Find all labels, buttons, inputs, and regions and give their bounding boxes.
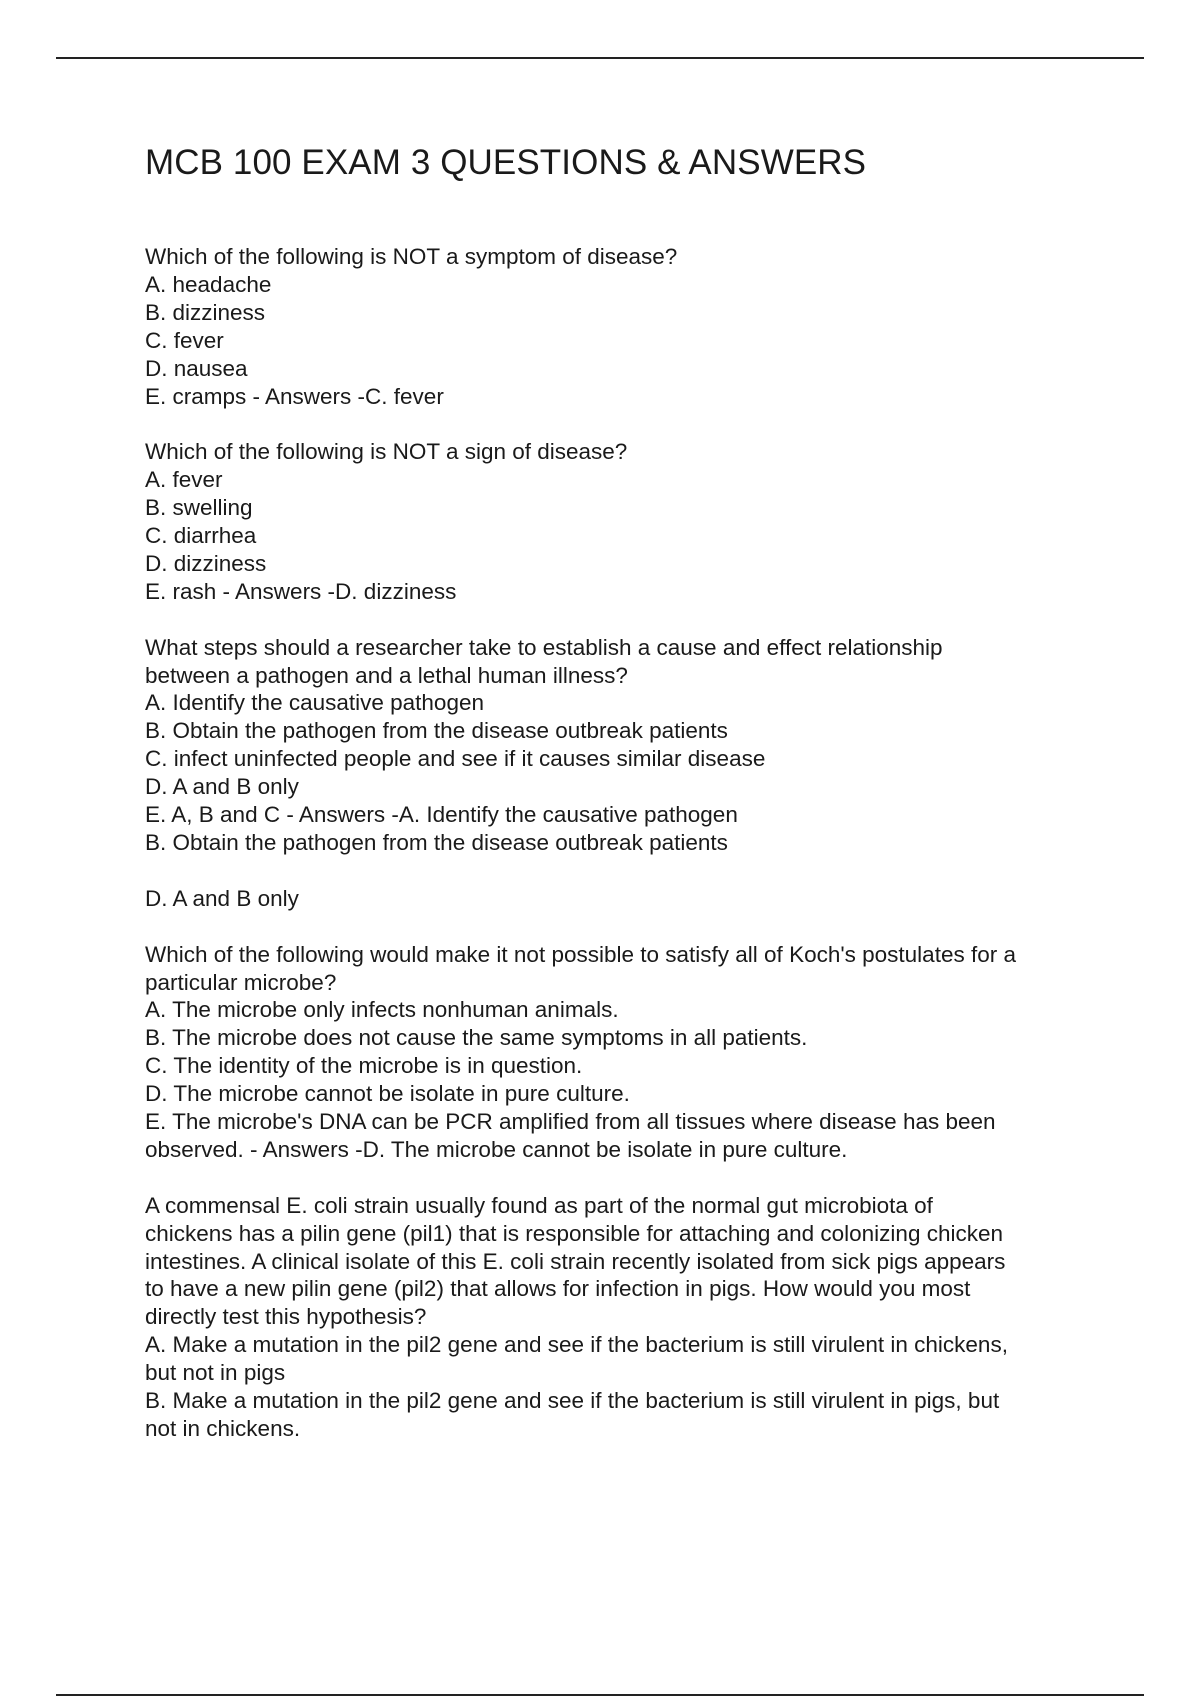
question-block	[145, 243, 1095, 410]
document-title: MCB 100 EXAM 3 QUESTIONS & ANSWERS	[145, 143, 867, 182]
question-line: B. The microbe does not cause the same symptoms in all patients.	[145, 1025, 808, 1051]
question-line: E. A, B and C - Answers -A. Identify the causative pathogen	[145, 802, 738, 828]
question-line: intestines. A clinical isolate of this E. coli strain recently isolated from sick pigs appears	[145, 1248, 1006, 1274]
question-text-line: Which of the following would make it not possible to satisfy all of Koch's postulates for a	[145, 941, 1016, 967]
question-line: A. Make a mutation in the pil2 gene and see if the bacterium is still virulent in chickens,	[145, 1332, 1008, 1358]
question-line: E. cramps - Answers -C. fever	[145, 383, 444, 409]
question-line: A. fever	[145, 467, 223, 493]
question-line: B. Obtain the pathogen from the disease outbreak patients	[145, 718, 728, 744]
question-line: A. The microbe only infects nonhuman animals.	[145, 997, 619, 1023]
question-block	[145, 634, 1095, 913]
question-text-line: Which of the following is NOT a sign of disease?	[145, 439, 628, 465]
question-text-line: Which of the following is NOT a symptom of disease?	[145, 244, 678, 269]
question-line: not in chickens.	[145, 1415, 301, 1441]
question-line: A. Identify the causative pathogen	[145, 690, 484, 716]
question-block	[145, 438, 1095, 605]
question-line: B. Make a mutation in the pil2 gene and see if the bacterium is still virulent in pigs, but	[145, 1388, 1000, 1414]
question-block	[145, 1192, 1095, 1443]
question-line: to have a new pilin gene (pil2) that allows for infection in pigs. How would you most	[145, 1276, 971, 1302]
question-text-line: What steps should a researcher take to establish a cause and effect relationship	[145, 634, 943, 660]
question-list	[145, 243, 1095, 1443]
question-line: observed. - Answers -D. The microbe cannot be isolate in pure culture.	[145, 1136, 848, 1162]
question-line: B. dizziness	[145, 299, 266, 325]
question-line	[145, 857, 1095, 885]
question-line: C. fever	[145, 327, 224, 353]
question-line: C. infect uninfected people and see if it causes similar disease	[145, 746, 766, 772]
question-line: D. nausea	[145, 355, 248, 381]
question-line: C. The identity of the microbe is in question.	[145, 1053, 583, 1079]
header-rule	[56, 57, 1144, 59]
question-spacer	[145, 410, 1095, 438]
question-block	[145, 941, 1095, 1164]
question-line: E. The microbe's DNA can be PCR amplified from all tissues where disease has been	[145, 1109, 996, 1135]
question-line: A. headache	[145, 271, 272, 297]
question-line: particular microbe?	[145, 969, 337, 995]
question-line: directly test this hypothesis?	[145, 1304, 427, 1330]
question-line: E. rash - Answers -D. dizziness	[145, 578, 457, 604]
question-spacer	[145, 606, 1095, 634]
question-line: chickens has a pilin gene (pil1) that is responsible for attaching and colonizing chicken	[145, 1220, 1003, 1246]
question-line: D. dizziness	[145, 550, 267, 576]
question-line: B. swelling	[145, 495, 253, 521]
question-line: C. diarrhea	[145, 523, 257, 549]
question-line: B. Obtain the pathogen from the disease outbreak patients	[145, 830, 728, 855]
question-line: between a pathogen and a lethal human illness?	[145, 662, 628, 688]
question-line: but not in pigs	[145, 1360, 286, 1386]
footer-rule	[56, 1694, 1144, 1696]
question-text-line: A commensal E. coli strain usually found as part of the normal gut microbiota of	[145, 1192, 933, 1218]
question-line: D. The microbe cannot be isolate in pure culture.	[145, 1081, 630, 1107]
question-line: D. A and B only	[145, 885, 299, 911]
question-spacer	[145, 913, 1095, 941]
question-spacer	[145, 1164, 1095, 1192]
question-line: D. A and B only	[145, 774, 299, 800]
